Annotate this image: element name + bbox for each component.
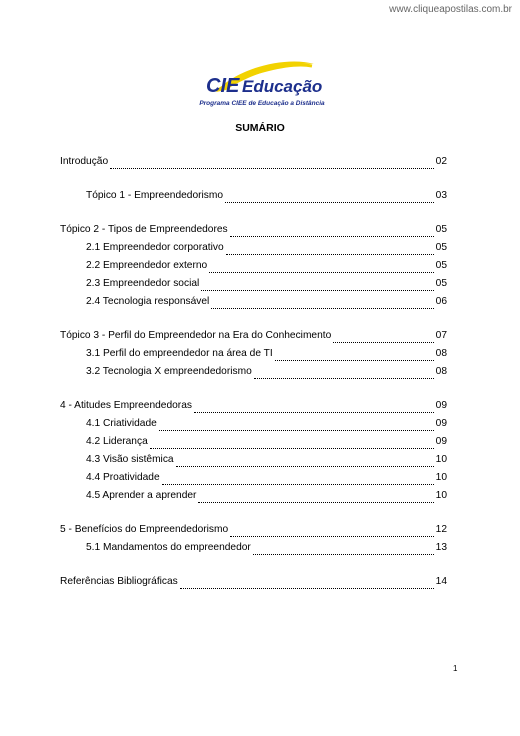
toc-leader-dots	[230, 229, 434, 237]
toc-entry[interactable]	[60, 415, 447, 433]
toc-entry[interactable]	[60, 487, 447, 505]
toc-spacer	[60, 381, 447, 397]
toc-entry-page: 09	[435, 418, 447, 429]
toc-entry-label: 2.3 Empreendedor social	[86, 278, 200, 289]
toc-entry[interactable]	[60, 521, 447, 539]
toc-entry-page: 05	[435, 278, 447, 289]
page-number: 1	[453, 664, 458, 673]
toc-entry[interactable]	[60, 153, 447, 171]
toc-spacer	[60, 557, 447, 573]
toc-leader-dots	[275, 353, 434, 361]
toc-entry[interactable]	[60, 327, 447, 345]
toc-entry-page: 05	[435, 260, 447, 271]
toc-entry-label: 4.5 Aprender a aprender	[86, 490, 197, 501]
toc-entry-label: Tópico 3 - Perfil do Empreendedor na Era do Conhecimento	[60, 330, 332, 341]
toc-leader-dots	[226, 247, 434, 255]
toc-leader-dots	[110, 161, 434, 169]
toc-entry-label: Tópico 1 - Empreendedorismo	[86, 190, 224, 201]
toc-leader-dots	[194, 405, 434, 413]
toc-entry-label: 4.1 Criatividade	[86, 418, 157, 429]
toc-leader-dots	[150, 441, 434, 449]
toc-entry[interactable]	[60, 397, 447, 415]
toc-entry[interactable]	[60, 573, 447, 591]
toc-leader-dots	[230, 529, 433, 537]
toc-entry[interactable]	[60, 239, 447, 257]
toc-entry[interactable]	[60, 275, 447, 293]
toc-entry-page: 10	[435, 490, 447, 501]
toc-entry-page: 05	[435, 242, 447, 253]
toc-leader-dots	[254, 371, 434, 379]
site-url[interactable]: www.cliqueapostilas.com.br	[389, 4, 512, 15]
toc-entry[interactable]	[60, 257, 447, 275]
toc-entry[interactable]	[60, 451, 447, 469]
toc-entry-label: 5 - Benefícios do Empreendedorismo	[60, 524, 229, 535]
toc-entry[interactable]	[60, 539, 447, 557]
ciee-logo	[196, 58, 326, 114]
toc-entry-page: 10	[435, 454, 447, 465]
toc-leader-dots	[180, 581, 434, 589]
toc-leader-dots	[201, 283, 433, 291]
svg-text:Educação: Educação	[242, 77, 323, 96]
toc-entry-page: 08	[435, 366, 447, 377]
toc-leader-dots	[225, 195, 434, 203]
toc-entry-label: 3.1 Perfil do empreendedor na área de TI	[86, 348, 273, 359]
toc-entry[interactable]	[60, 433, 447, 451]
toc-leader-dots	[253, 547, 434, 555]
toc-entry-page: 07	[435, 330, 447, 341]
toc-entry-label: 4.4 Proatividade	[86, 472, 160, 483]
table-of-contents	[60, 153, 447, 591]
toc-spacer	[60, 311, 447, 327]
ciee-logo-icon	[196, 58, 326, 102]
toc-entry-label: 4 - Atitudes Empreendedoras	[60, 400, 192, 411]
toc-entry-label: Tópico 2 - Tipos de Empreendedores	[60, 224, 228, 235]
toc-entry-label: 4.2 Liderança	[86, 436, 148, 447]
toc-entry-page: 09	[435, 436, 447, 447]
toc-entry-page: 10	[435, 472, 447, 483]
toc-entry-page: 13	[435, 542, 447, 553]
toc-entry-page: 02	[435, 156, 447, 167]
toc-entry-page: 08	[435, 348, 447, 359]
toc-leader-dots	[211, 301, 433, 309]
svg-text:CIE: CIE	[206, 75, 240, 97]
toc-entry-page: 05	[435, 224, 447, 235]
toc-entry-label: 3.2 Tecnologia X empreendedorismo	[86, 366, 252, 377]
toc-entry-page: 06	[435, 296, 447, 307]
toc-spacer	[60, 171, 447, 187]
toc-entry-label: 4.3 Visão sistêmica	[86, 454, 174, 465]
toc-entry-label: 2.4 Tecnologia responsável	[86, 296, 210, 307]
toc-entry[interactable]	[60, 363, 447, 381]
toc-entry[interactable]	[60, 221, 447, 239]
page-title: SUMÁRIO	[235, 122, 285, 134]
toc-leader-dots	[162, 477, 434, 485]
toc-entry-page: 12	[435, 524, 447, 535]
toc-spacer	[60, 505, 447, 521]
toc-entry[interactable]	[60, 469, 447, 487]
toc-entry[interactable]	[60, 187, 447, 205]
toc-entry-page: 09	[435, 400, 447, 411]
toc-entry-label: Introdução	[60, 156, 109, 167]
toc-entry-label: 2.1 Empreendedor corporativo	[86, 242, 224, 253]
toc-leader-dots	[198, 495, 433, 503]
toc-entry[interactable]	[60, 293, 447, 311]
toc-leader-dots	[159, 423, 434, 431]
toc-leader-dots	[209, 265, 433, 273]
toc-spacer	[60, 205, 447, 221]
toc-entry[interactable]	[60, 345, 447, 363]
logo-subtitle: Programa CIEE de Educação a Distância	[199, 100, 325, 107]
toc-entry-page: 14	[435, 576, 447, 587]
toc-entry-label: 2.2 Empreendedor externo	[86, 260, 208, 271]
toc-entry-label: Referências Bibliográficas	[60, 576, 178, 587]
toc-entry-page: 03	[435, 190, 447, 201]
toc-entry-label: 5.1 Mandamentos do empreendedor	[86, 542, 251, 553]
toc-leader-dots	[176, 459, 434, 467]
toc-leader-dots	[333, 335, 433, 343]
